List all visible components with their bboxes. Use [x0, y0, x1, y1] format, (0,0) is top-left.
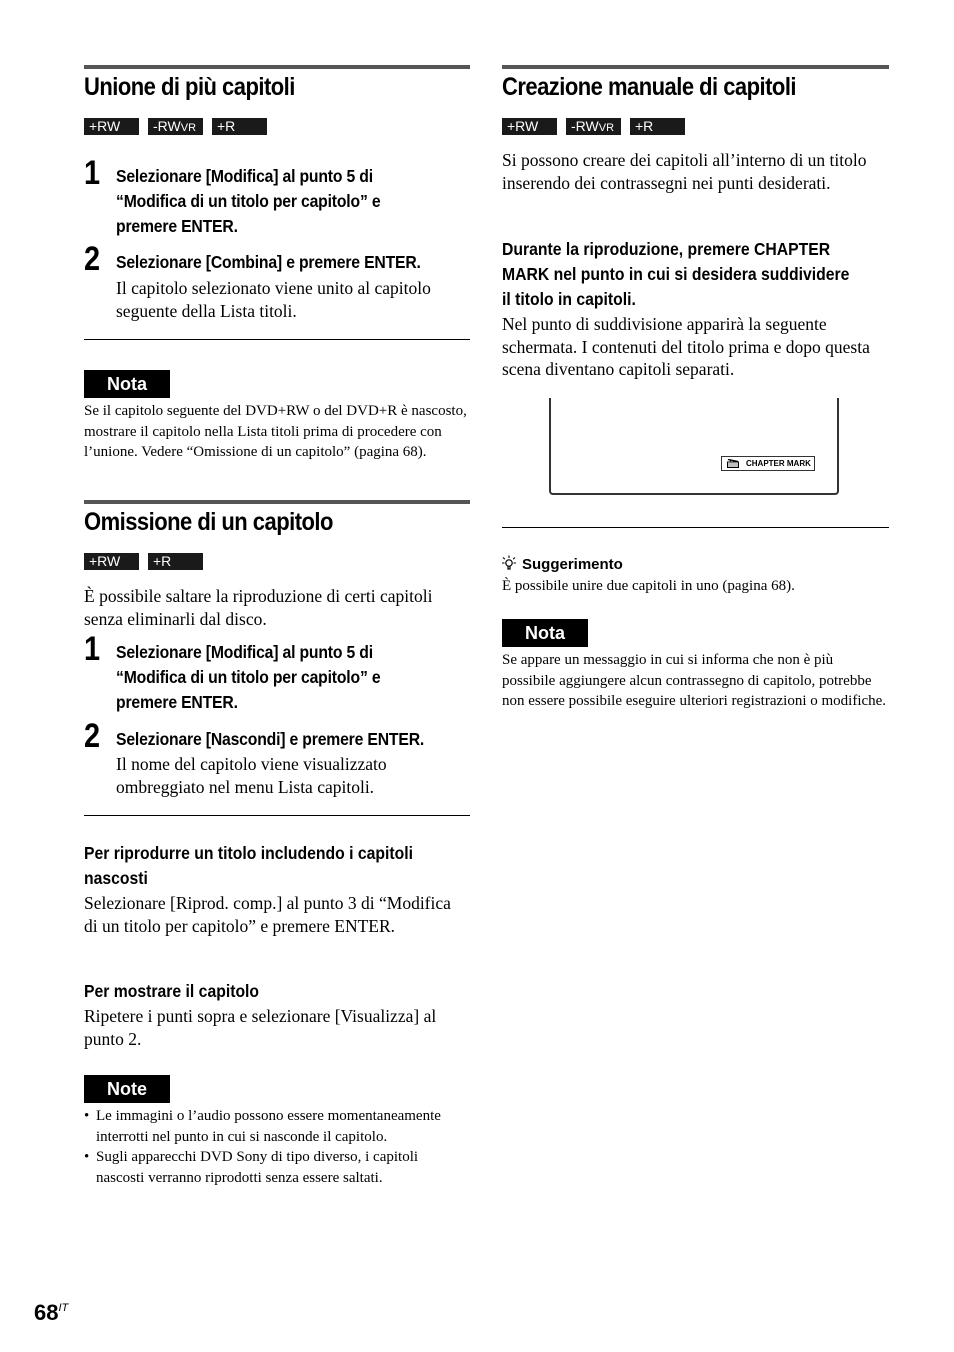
instruction-heading: Durante la riproduzione, premere CHAPTER MARK nel punto in cui si desidera suddividere il titolo in capitoli. — [502, 239, 850, 309]
badge-plus-rw: +RW — [84, 553, 139, 570]
tip-heading: Suggerimento — [502, 555, 623, 573]
chapter-mark-indicator: CHAPTER MARK — [721, 456, 815, 471]
badge-plus-rw: +RW — [84, 118, 139, 135]
intro-text: Si possono creare dei capitoli all’interno di un titolo inserendo dei contrassegni nei punti desiderati. — [502, 150, 867, 193]
note-label: Note — [84, 1075, 170, 1103]
subheading-show-chapter: Per mostrare il capitolo — [84, 981, 260, 1001]
divider — [84, 815, 470, 816]
step-title: Selezionare [Nascondi] e premere ENTER. — [116, 729, 425, 749]
lightbulb-icon — [502, 555, 516, 571]
instruction-body: Nel punto di suddivisione apparirà la seguente schermata. I contenuti del titolo prima e dopo questa scena diventano capitoli separati. — [502, 314, 870, 380]
tv-screen-illustration — [549, 398, 839, 495]
nota-text: Se appare un messaggio in cui si informa che non è più possibile aggiungere alcun contrassegno di capitolo, potrebbe non essere possibile eseguire ulteriori registrazioni o modifiche. — [502, 652, 887, 709]
badge-plus-rw: +RW — [502, 118, 557, 135]
subheading-body: Ripetere i punti sopra e selezionare [Visualizza] al punto 2. — [84, 1006, 437, 1049]
step-number: 2 — [84, 240, 101, 278]
section-heading-unione — [84, 65, 470, 102]
section-heading-creazione — [502, 65, 889, 102]
disc-badges — [84, 118, 267, 135]
divider — [84, 339, 470, 340]
section-title: Creazione manuale di capitoli — [502, 73, 796, 101]
section-title: Omissione di un capitolo — [84, 508, 333, 536]
step-number: 1 — [84, 630, 101, 668]
badge-plus-r: +R — [212, 118, 267, 135]
step-title: Selezionare [Combina] e premere ENTER. — [116, 252, 421, 272]
nota-label: Nota — [84, 370, 170, 398]
section-heading-omissione — [84, 500, 470, 537]
subheading-hidden-chapters: Per riprodurre un titolo includendo i capitoli nascosti — [84, 843, 414, 888]
divider — [502, 527, 889, 528]
step-body: Il nome del capitolo viene visualizzato ombreggiato nel menu Lista capitoli. — [116, 754, 387, 797]
badge-plus-r: +R — [148, 553, 203, 570]
badge-minus-rw-vr: -RWVR — [148, 118, 203, 135]
step-number: 2 — [84, 717, 101, 755]
note-item: • Le immagini o l’audio possono essere momentaneamente interrotti nel punto in cui si nasconde il capitolo. — [84, 1106, 470, 1147]
step-title: Selezionare [Modifica] al punto 5 di “Modifica di un titolo per capitolo” e premere ENTER. — [116, 166, 381, 236]
note-list — [84, 1106, 470, 1188]
note-item: • Sugli apparecchi DVD Sony di tipo diverso, i capitoli nascosti verranno riprodotti senza essere saltati. — [84, 1147, 470, 1188]
nota-text: Se il capitolo seguente del DVD+RW o del DVD+R è nascosto, mostrare il capitolo nella Lista titoli prima di procedere con l’unione. Vedere “Omissione di un capitolo” (pagina 68). — [84, 403, 467, 460]
step-number: 1 — [84, 154, 101, 192]
disc-badges — [84, 553, 203, 570]
nota-label: Nota — [502, 619, 588, 647]
badge-minus-rw-vr: -RWVR — [566, 118, 621, 135]
page-number: $68^{IT}$ — [34, 1300, 69, 1325]
step-body: Il capitolo selezionato viene unito al capitolo seguente della Lista titoli. — [116, 278, 431, 321]
subheading-body: Selezionare [Riprod. comp.] al punto 3 di “Modifica di un titolo per capitolo” e premere ENTER. — [84, 893, 451, 936]
tip-text: È possibile unire due capitoli in uno (pagina 68). — [502, 578, 795, 594]
badge-plus-r: +R — [630, 118, 685, 135]
disc-badges — [502, 118, 685, 135]
section-title: Unione di più capitoli — [84, 73, 295, 101]
step-title: Selezionare [Modifica] al punto 5 di “Modifica di un titolo per capitolo” e premere ENTER. — [116, 642, 381, 712]
intro-text: È possibile saltare la riproduzione di certi capitoli senza eliminarli dal disco. — [84, 586, 433, 629]
chapter-mark-icon — [727, 459, 739, 468]
